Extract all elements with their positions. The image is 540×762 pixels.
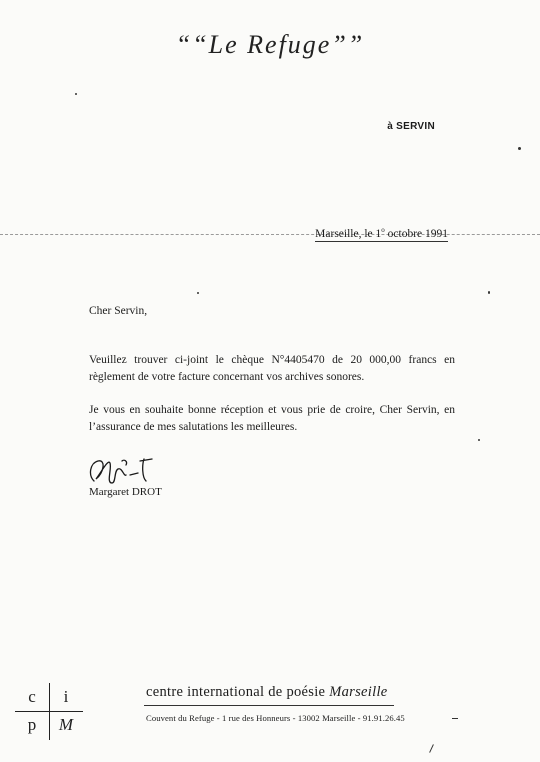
paper-speck <box>478 439 480 441</box>
organization-name <box>146 684 388 701</box>
logo-letter-i: i <box>63 687 69 706</box>
paper-speck <box>488 291 490 294</box>
logo-letter-p: p <box>27 715 37 734</box>
date-prefix: Marseille, le 1 <box>315 227 382 240</box>
fold-line <box>0 234 540 235</box>
logo-letter-m: M <box>58 715 74 734</box>
date-rest: octobre 1991 <box>384 227 448 240</box>
date-superscript: o <box>381 226 385 234</box>
signer-name: Margaret DROT <box>89 486 162 498</box>
org-name-text: centre international de poésie <box>146 684 330 700</box>
paper-speck <box>452 718 458 719</box>
paragraph-cheque: Veuillez trouver ci-joint le chèque N°4405470 de 20 000,00 francs en règlement de votre facture concernant vos archives sonores. <box>89 354 455 383</box>
paragraph-closing: Je vous en souhaite bonne réception et vous prie de croire, Cher Servin, en l’assurance de mes salutations les meilleures. <box>89 404 455 433</box>
org-name-city: Marseille <box>329 684 388 700</box>
paper-speck <box>429 744 434 753</box>
date-line <box>315 226 448 242</box>
recipient-line: à SERVIN <box>387 121 435 132</box>
paper-speck <box>75 93 77 95</box>
paper-speck <box>518 147 521 150</box>
logo-letter-c: c <box>28 687 36 706</box>
salutation: Cher Servin, <box>89 305 148 317</box>
letterhead-title: ““Le Refuge”” <box>175 30 365 59</box>
footer-rule <box>144 705 394 706</box>
paper-speck <box>197 292 199 294</box>
organization-address: Couvent du Refuge - 1 rue des Honneurs - 13002 Marseille - 91.91.26.45 <box>146 713 405 723</box>
cipm-logo <box>15 683 83 740</box>
